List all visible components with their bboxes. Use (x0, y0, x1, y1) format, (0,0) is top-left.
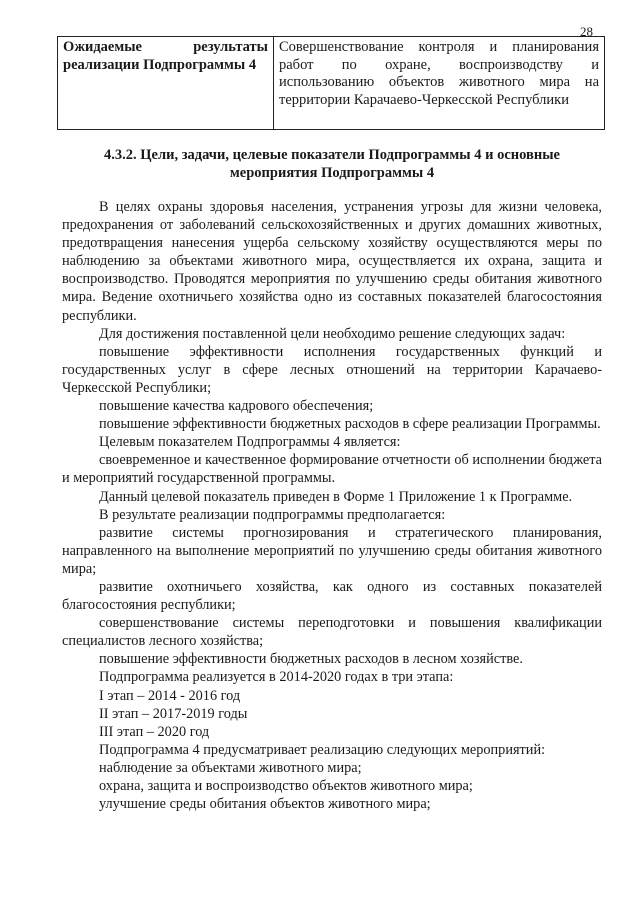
page-number: 28 (580, 24, 593, 39)
paragraph: В результате реализации подпрограммы предполагается: (99, 506, 446, 523)
body-text (62, 198, 602, 813)
paragraph: повышение эффективности исполнения государственных функций и государственных услуг в сфере лесных отношений на территории Карачаево-Черкесской Республики; (62, 343, 602, 396)
paragraph: II этап – 2017-2019 годы (99, 705, 248, 722)
results-table (57, 36, 605, 130)
paragraph: развитие системы прогнозирования и стратегического планирования, направленного на выполнение мероприятий по улучшению среды обитания животного мира; (62, 524, 602, 577)
paragraph: повышение эффективности бюджетных расходов в сфере реализации Программы. (99, 416, 601, 433)
paragraph: I этап – 2014 - 2016 год (99, 687, 241, 704)
paragraph: своевременное и качественное формирование отчетности об исполнении бюджета и мероприятий государственной программы. (62, 452, 602, 487)
table-cell-value: Совершенствование контроля и планирования работ по охране, воспроизводству и использованию объектов животного мира на территории Карачаево-Черкесской Республики (274, 37, 605, 130)
paragraph: Для достижения поставленной цели необходимо решение следующих задач: (99, 325, 566, 342)
paragraph: Подпрограмма 4 предусматривает реализацию следующих мероприятий: (99, 741, 546, 758)
paragraph: наблюдение за объектами животного мира; (99, 759, 362, 776)
table-cell-label: Ожидаемые результаты реализации Подпрограммы 4 (58, 37, 274, 130)
table-row (58, 37, 605, 130)
paragraph: развитие охотничьего хозяйства, как одного из составных показателей благосостояния республики; (62, 578, 602, 614)
paragraph: охрана, защита и воспроизводство объектов животного мира; (99, 778, 473, 794)
paragraph: повышение качества кадрового обеспечения; (99, 398, 374, 415)
section-heading: 4.3.2. Цели, задачи, целевые показатели Подпрограммы 4 и основные мероприятия Подпрограммы 4 (104, 147, 560, 182)
paragraph: Подпрограмма реализуется в 2014-2020 годах в три этапа: (99, 669, 454, 686)
paragraph: В целях охраны здоровья населения, устранения угрозы для жизни человека, предохранения от заболеваний сельскохозяйственных и других домашних животных, предотвращения нанесения ущерба сельскому хозяйству осуществляются меры по наблюдению за объектами животного мира, осуществляется их охрана, защита и воспроизводство. Проводятся мероприятия по улучшению среды обитания животного мира. Ведение охотничьего хозяйства одно из составных показателей благосостояния республики. (62, 199, 602, 324)
paragraph: повышение эффективности бюджетных расходов в лесном хозяйстве. (99, 651, 523, 668)
paragraph: Данный целевой показатель приведен в Форме 1 Приложение 1 к Программе. (99, 488, 573, 505)
paragraph: III этап – 2020 год (99, 723, 210, 740)
paragraph: Целевым показателем Подпрограммы 4 является: (99, 434, 401, 451)
paragraph: совершенствование системы переподготовки и повышения квалификации специалистов лесного хозяйства; (62, 615, 602, 650)
paragraph: улучшение среды обитания объектов животного мира; (99, 796, 431, 813)
